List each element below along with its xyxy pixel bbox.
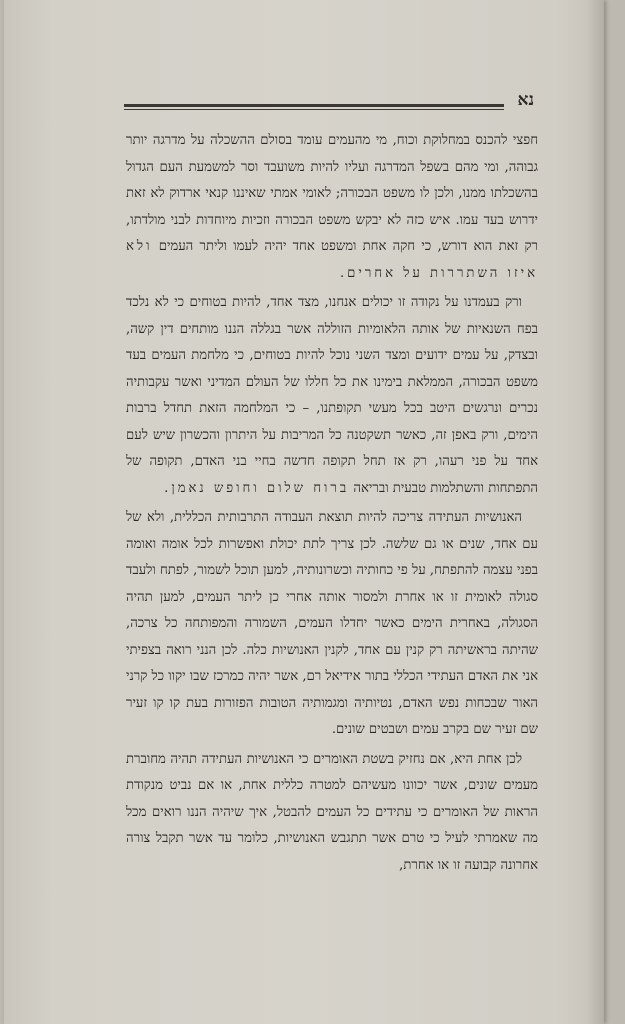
header-rule-thin <box>124 109 504 110</box>
paragraph-3 <box>126 505 538 744</box>
page-spine-shadow <box>586 0 604 1024</box>
paragraph-2 <box>126 290 538 502</box>
paragraph-1-spaced-tail: ולא איזו השתררות על אחרים. <box>126 239 538 281</box>
paragraph-2-text: ורק בעמדנו על נקודה זו יכולים אנחנו, מצד אחד, להיות בטוחים כי לא נלכד בפח השנאיות של אותה הלאומיות הזוללה אשר בגללה הננו מותחים דין קשה, ובצדק, על עמים ידועים ומצד השני נוכל להיות בטוחים, כי מלחמת העמים בעד משפט הבכורה, הממלאת בימינו את כל חללו של העולם המדיני ואשר עקבותיה נכרים ונרגשים היטב בכל מעשי תקופתנו, – כי המלחמה הזאת תחדל ברבות הימים, ורק באפן זה, כאשר תשקטנה כל המריבות על היתרון והכשרון שיש לעם אחד על פני רעהו, רק אז תחל תקופה חדשה בחיי בני האדם, תקופה של התפתחות והשתלמות טבעית ובריאה <box>126 295 538 496</box>
paragraph-3-text: האנושיות העתידה צריכה להיות תוצאת העבודה התרבותית הכללית, ולא של עם אחד, שנים או גם שלשה. לכן צריך לתת יכולת ואפשרות לכל אומה ואומה בפני עצמה להתפתח, על פי כחותיה וכשרונותיה, למען תוכל לשמור, לפתח ולעבד סגולה לאומית זו או אחרת ולמסור אותה אחרי כן ליתר העמים, למען תהיה הסגולה, באחרית הימים כאשר יחדלו העמים, השמורה והמפותחה כל צרכה, שהיתה בראשיתה רק קנין עם אחד, לקנין האנושיות כלה. לכן הנני רואה בצפיתי אני את האדם העתידי הכללי בתור אידיאל רם, אשר יהיה כמרכז שבו יקוו כל קרני האור שבכחות נפש האדם, נטיותיה ומגמותיה הטובות הפזורות בעת קו קו זעיר שם זעיר שם בקרב עמים ושבטים שונים. <box>126 510 538 737</box>
book-page <box>4 0 604 1024</box>
page-header <box>124 90 534 118</box>
paragraph-4-text: לכן אחת היא, אם נחזיק בשטת האומרים כי האנושיות העתידה תהיה מחוברת מעמים שונים, אשר יכוונו מעשיהם למטרה כללית אחת, או אם נביט מנקודת הראות של האומרים כי עתידים כל העמים להבטל, איך שיהיה הננו רואים מכל מה שאמרתי לעיל כי טרם אשר תתגבש האנושיות, כלומר עד אשר תקבל צורה אחרונה קבועה זו או אחרת, <box>126 751 538 873</box>
paragraph-2-spaced-tail: ברוח שלום וחופש נאמן. <box>164 480 350 496</box>
paragraph-4 <box>126 747 538 880</box>
body-text <box>126 128 538 879</box>
page-number: נא <box>517 90 534 110</box>
paragraph-1-text: חפצי להכנס במחלוקת וכוח, מי מהעמים עומד בסולם ההשכלה על מדרגה יותר גבוהה, ומי מהם בשפל המדרגה ועליו להיות משועבד וסר למשמעת העם הגדול בהשכלתו ממנו, ולכן לו משפט הבכורה; לאומי אמתי שאיננו קנאי ארדוק לא זאת ידרוש בעד עמו. איש כזה לא יבקש משפט הבכורה וזכיות מיוחדות לבני מולדתו, רק זאת הוא דורש, כי חקה אחת ומשפט אחד יהיה לעמו וליתר העמים <box>126 133 538 254</box>
paragraph-1 <box>126 128 538 287</box>
header-rule-thick <box>124 104 504 107</box>
